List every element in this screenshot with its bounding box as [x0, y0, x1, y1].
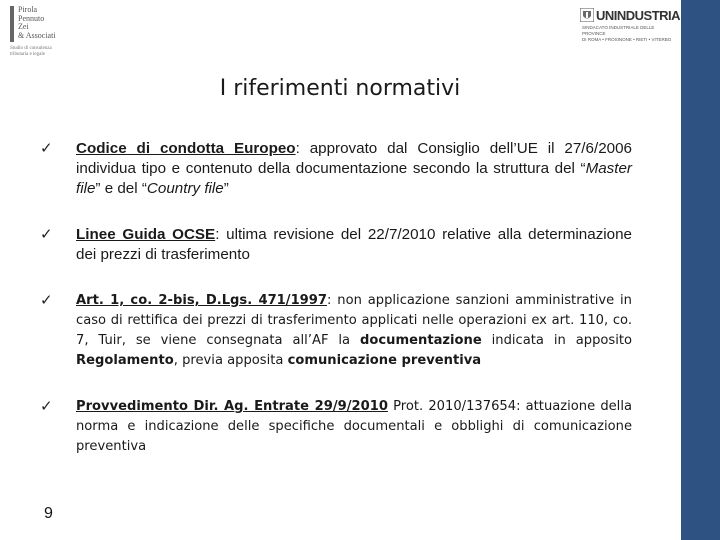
item-heading: Provvedimento Dir. Ag. Entrate 29/9/2010	[76, 399, 388, 414]
item-text	[76, 139, 632, 199]
item-heading: Art. 1, co. 2-bis, D.Lgs. 471/1997	[76, 293, 328, 308]
item-body: : ultima revisione del 22/7/2010 relative alla determinazione dei prezzi di trasferimento	[76, 226, 632, 263]
slide-title: I riferimenti normativi	[219, 76, 461, 101]
item-italic: Master file	[76, 160, 632, 197]
item-text	[76, 225, 632, 265]
item-heading: Linee Guida OCSE	[76, 226, 216, 243]
item-body: Prot. 2010/137654: attuazione della norma e indicazione delle specifiche documentali e obblighi di comunicazione preventiva	[76, 399, 632, 454]
item-text	[76, 397, 632, 457]
item-body: ” e del “	[95, 180, 147, 197]
logo-subtitle: Studio di consulenza tributaria e legale	[10, 46, 52, 57]
logo-brand: UNINDUSTRIA	[596, 8, 681, 23]
pirola-logo	[10, 6, 80, 64]
side-accent-bar	[681, 0, 720, 540]
item-bold: Regolamento	[76, 353, 174, 368]
check-icon: ✓	[40, 291, 53, 309]
item-bold: comunicazione preventiva	[287, 353, 482, 368]
item-heading: Codice di condotta Europeo	[76, 140, 296, 157]
item-body: indicata in apposito	[481, 333, 632, 348]
page-number: 9	[44, 505, 53, 522]
check-icon: ✓	[40, 225, 53, 243]
unindustria-emblem-icon	[580, 8, 594, 22]
item-text	[76, 291, 632, 371]
item-italic: Country file	[146, 180, 224, 197]
logo-name: Pirola Pennuto Zei & Associati	[18, 5, 56, 40]
item-body: ”	[223, 180, 229, 197]
logo-bar	[10, 6, 14, 42]
check-icon: ✓	[40, 139, 53, 157]
item-bold: documentazione	[360, 333, 482, 348]
item-body: , previa apposita	[173, 353, 288, 368]
unindustria-logo	[580, 6, 681, 46]
logo-tagline: SINDACATO INDUSTRIALE DELLE PROVINCE DI ROMA • FROSINONE • RIETI • VITERBO	[582, 25, 672, 42]
check-icon: ✓	[40, 397, 53, 415]
item-body: : approvato dal Consiglio dell’UE il 27/6/2006 individua tipo e contenuto della documentazione secondo la struttura del “	[76, 140, 632, 177]
item-body: : non applicazione sanzioni amministrative in caso di rettifica dei prezzi di trasferimento applicati nelle operazioni ex art. 110, co. 7, Tuir, se viene consegnata all’AF la	[76, 293, 632, 348]
